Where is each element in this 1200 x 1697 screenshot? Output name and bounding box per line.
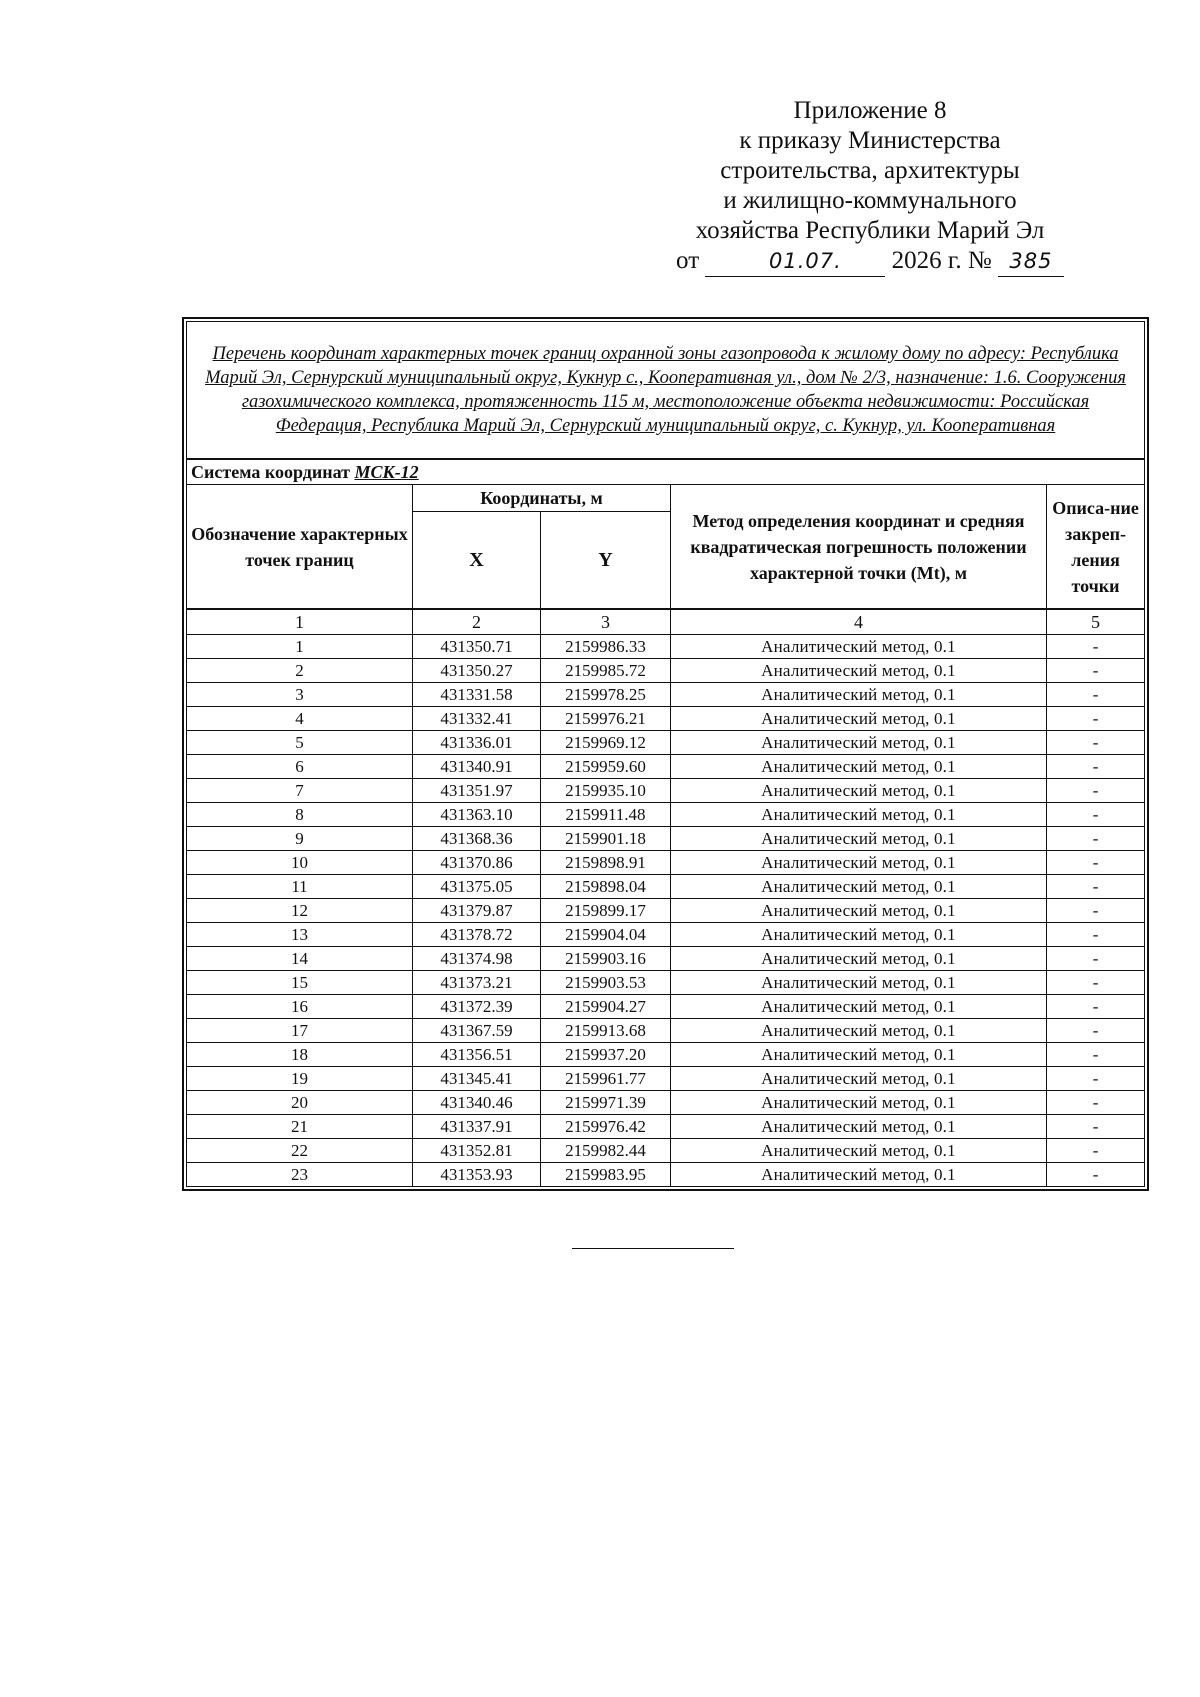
cell-method: Аналитический метод, 0.1 [671, 1043, 1047, 1067]
cell-y: 2159903.53 [541, 971, 671, 995]
signoff-line [572, 1248, 734, 1249]
cell-point: 17 [187, 1019, 413, 1043]
cell-method: Аналитический метод, 0.1 [671, 1163, 1047, 1187]
cell-description: - [1047, 923, 1145, 947]
cell-method: Аналитический метод, 0.1 [671, 971, 1047, 995]
cell-method: Аналитический метод, 0.1 [671, 1139, 1047, 1163]
cell-method: Аналитический метод, 0.1 [671, 731, 1047, 755]
cell-y: 2159983.95 [541, 1163, 671, 1187]
cell-x: 431337.91 [413, 1115, 541, 1139]
handwritten-number: 385 [998, 246, 1064, 277]
cell-point: 14 [187, 947, 413, 971]
table-row [187, 1091, 1145, 1115]
cell-point: 7 [187, 779, 413, 803]
cell-x: 431379.87 [413, 899, 541, 923]
cell-description: - [1047, 659, 1145, 683]
annex-header [640, 96, 1100, 277]
table-body [187, 635, 1145, 1187]
cell-x: 431336.01 [413, 731, 541, 755]
cell-method: Аналитический метод, 0.1 [671, 875, 1047, 899]
cell-description: - [1047, 971, 1145, 995]
cell-method: Аналитический метод, 0.1 [671, 659, 1047, 683]
cell-point: 19 [187, 1067, 413, 1091]
cell-description: - [1047, 875, 1145, 899]
cell-method: Аналитический метод, 0.1 [671, 779, 1047, 803]
table-row [187, 947, 1145, 971]
cell-point: 21 [187, 1115, 413, 1139]
cell-x: 431363.10 [413, 803, 541, 827]
cell-y: 2159901.18 [541, 827, 671, 851]
cell-description: - [1047, 707, 1145, 731]
cell-description: - [1047, 731, 1145, 755]
table-row [187, 755, 1145, 779]
cell-description: - [1047, 947, 1145, 971]
annex-date-line [640, 246, 1100, 277]
cell-description: - [1047, 827, 1145, 851]
table-row [187, 899, 1145, 923]
table-row [187, 875, 1145, 899]
date-prefix: от [676, 247, 700, 274]
cell-description: - [1047, 851, 1145, 875]
cell-point: 5 [187, 731, 413, 755]
cell-method: Аналитический метод, 0.1 [671, 851, 1047, 875]
header-method: Метод определения координат и средняя квадратическая погрешность положении характерной точки (Mt), м [671, 485, 1047, 610]
cell-point: 1 [187, 635, 413, 659]
cell-y: 2159985.72 [541, 659, 671, 683]
table-row [187, 803, 1145, 827]
cell-x: 431353.93 [413, 1163, 541, 1187]
handwritten-date: 01.07. [705, 246, 885, 277]
cell-x: 431331.58 [413, 683, 541, 707]
cell-point: 3 [187, 683, 413, 707]
cell-y: 2159911.48 [541, 803, 671, 827]
table-row [187, 635, 1145, 659]
cell-point: 11 [187, 875, 413, 899]
cell-y: 2159959.60 [541, 755, 671, 779]
table-row [187, 827, 1145, 851]
cell-point: 12 [187, 899, 413, 923]
table-row [187, 1067, 1145, 1091]
header-description: Описа-ние закреп-ления точки [1047, 485, 1145, 610]
cell-y: 2159969.12 [541, 731, 671, 755]
coordinate-system [187, 459, 1145, 485]
cell-y: 2159986.33 [541, 635, 671, 659]
cell-method: Аналитический метод, 0.1 [671, 947, 1047, 971]
table-row [187, 707, 1145, 731]
cell-y: 2159904.04 [541, 923, 671, 947]
cell-point: 8 [187, 803, 413, 827]
cell-x: 431378.72 [413, 923, 541, 947]
cell-point: 10 [187, 851, 413, 875]
column-number: 4 [671, 609, 1047, 635]
cell-method: Аналитический метод, 0.1 [671, 683, 1047, 707]
table-row [187, 1019, 1145, 1043]
coordinate-system-label: Система координат [191, 461, 350, 482]
table-title: Перечень координат характерных точек границ охранной зоны газопровода к жилому дому по адресу: Республика Марий Эл, Сернурский муниципальный округ, Кукнур с., Кооперативная ул., дом № 2/3, назначение: 1.6. Сооружения газохимического комплекса, протяженность 115 м, местоположение объекта недвижимости: Российская Федерация, Республика Марий Эл, Сернурский муниципальный округ, с. Кукнур, ул. Кооперативная [187, 322, 1145, 460]
cell-description: - [1047, 1115, 1145, 1139]
cell-point: 2 [187, 659, 413, 683]
header-x: X [413, 512, 541, 610]
cell-description: - [1047, 683, 1145, 707]
cell-y: 2159961.77 [541, 1067, 671, 1091]
cell-method: Аналитический метод, 0.1 [671, 755, 1047, 779]
cell-point: 20 [187, 1091, 413, 1115]
cell-point: 18 [187, 1043, 413, 1067]
cell-point: 15 [187, 971, 413, 995]
cell-method: Аналитический метод, 0.1 [671, 1091, 1047, 1115]
cell-description: - [1047, 1163, 1145, 1187]
cell-description: - [1047, 1019, 1145, 1043]
cell-point: 23 [187, 1163, 413, 1187]
cell-y: 2159937.20 [541, 1043, 671, 1067]
table-row [187, 659, 1145, 683]
cell-y: 2159898.91 [541, 851, 671, 875]
cell-method: Аналитический метод, 0.1 [671, 1115, 1047, 1139]
cell-x: 431356.51 [413, 1043, 541, 1067]
cell-description: - [1047, 1043, 1145, 1067]
table-row [187, 995, 1145, 1019]
cell-y: 2159898.04 [541, 875, 671, 899]
table-row [187, 1163, 1145, 1187]
cell-method: Аналитический метод, 0.1 [671, 827, 1047, 851]
cell-description: - [1047, 779, 1145, 803]
annex-ministry-line-1: строительства, архитектуры [720, 157, 1020, 184]
table-row [187, 923, 1145, 947]
table-row [187, 851, 1145, 875]
annex-title: Приложение 8 [793, 97, 947, 124]
cell-point: 9 [187, 827, 413, 851]
coordinates-table [186, 321, 1145, 1187]
cell-x: 431332.41 [413, 707, 541, 731]
cell-x: 431340.46 [413, 1091, 541, 1115]
cell-point: 13 [187, 923, 413, 947]
cell-x: 431370.86 [413, 851, 541, 875]
cell-method: Аналитический метод, 0.1 [671, 1067, 1047, 1091]
cell-description: - [1047, 803, 1145, 827]
cell-description: - [1047, 1139, 1145, 1163]
cell-description: - [1047, 899, 1145, 923]
cell-x: 431367.59 [413, 1019, 541, 1043]
cell-description: - [1047, 755, 1145, 779]
cell-x: 431345.41 [413, 1067, 541, 1091]
year-suffix: 2026 г. № [891, 247, 992, 274]
column-number: 3 [541, 609, 671, 635]
cell-x: 431350.71 [413, 635, 541, 659]
header-coords: Координаты, м [413, 485, 671, 512]
cell-x: 431350.27 [413, 659, 541, 683]
cell-description: - [1047, 1091, 1145, 1115]
cell-method: Аналитический метод, 0.1 [671, 1019, 1047, 1043]
header-y: Y [541, 512, 671, 610]
cell-y: 2159976.42 [541, 1115, 671, 1139]
cell-y: 2159971.39 [541, 1091, 671, 1115]
cell-method: Аналитический метод, 0.1 [671, 923, 1047, 947]
column-number: 1 [187, 609, 413, 635]
cell-description: - [1047, 1067, 1145, 1091]
cell-method: Аналитический метод, 0.1 [671, 995, 1047, 1019]
column-number: 2 [413, 609, 541, 635]
cell-x: 431351.97 [413, 779, 541, 803]
cell-x: 431373.21 [413, 971, 541, 995]
cell-y: 2159913.68 [541, 1019, 671, 1043]
cell-point: 22 [187, 1139, 413, 1163]
header-point: Обозначение характерных точек границ [187, 485, 413, 610]
cell-x: 431375.05 [413, 875, 541, 899]
cell-y: 2159899.17 [541, 899, 671, 923]
table-row [187, 1043, 1145, 1067]
cell-y: 2159904.27 [541, 995, 671, 1019]
table-row [187, 1115, 1145, 1139]
cell-method: Аналитический метод, 0.1 [671, 803, 1047, 827]
cell-description: - [1047, 995, 1145, 1019]
cell-description: - [1047, 635, 1145, 659]
column-number: 5 [1047, 609, 1145, 635]
coordinate-system-value: МСК-12 [354, 461, 419, 482]
annex-ministry-line-3: хозяйства Республики Марий Эл [695, 217, 1045, 244]
cell-y: 2159903.16 [541, 947, 671, 971]
cell-point: 6 [187, 755, 413, 779]
cell-x: 431374.98 [413, 947, 541, 971]
cell-x: 431368.36 [413, 827, 541, 851]
table-row [187, 731, 1145, 755]
cell-y: 2159982.44 [541, 1139, 671, 1163]
table-row [187, 1139, 1145, 1163]
cell-point: 16 [187, 995, 413, 1019]
cell-y: 2159978.25 [541, 683, 671, 707]
cell-method: Аналитический метод, 0.1 [671, 635, 1047, 659]
cell-method: Аналитический метод, 0.1 [671, 899, 1047, 923]
column-numbers-row [187, 609, 1145, 635]
cell-x: 431372.39 [413, 995, 541, 1019]
annex-ministry-line-2: и жилищно-коммунального [723, 187, 1017, 214]
cell-x: 431352.81 [413, 1139, 541, 1163]
cell-x: 431340.91 [413, 755, 541, 779]
table-row [187, 971, 1145, 995]
cell-y: 2159976.21 [541, 707, 671, 731]
cell-y: 2159935.10 [541, 779, 671, 803]
table-row [187, 683, 1145, 707]
cell-method: Аналитический метод, 0.1 [671, 707, 1047, 731]
annex-order-line: к приказу Министерства [739, 127, 1001, 154]
table-row [187, 779, 1145, 803]
cell-point: 4 [187, 707, 413, 731]
